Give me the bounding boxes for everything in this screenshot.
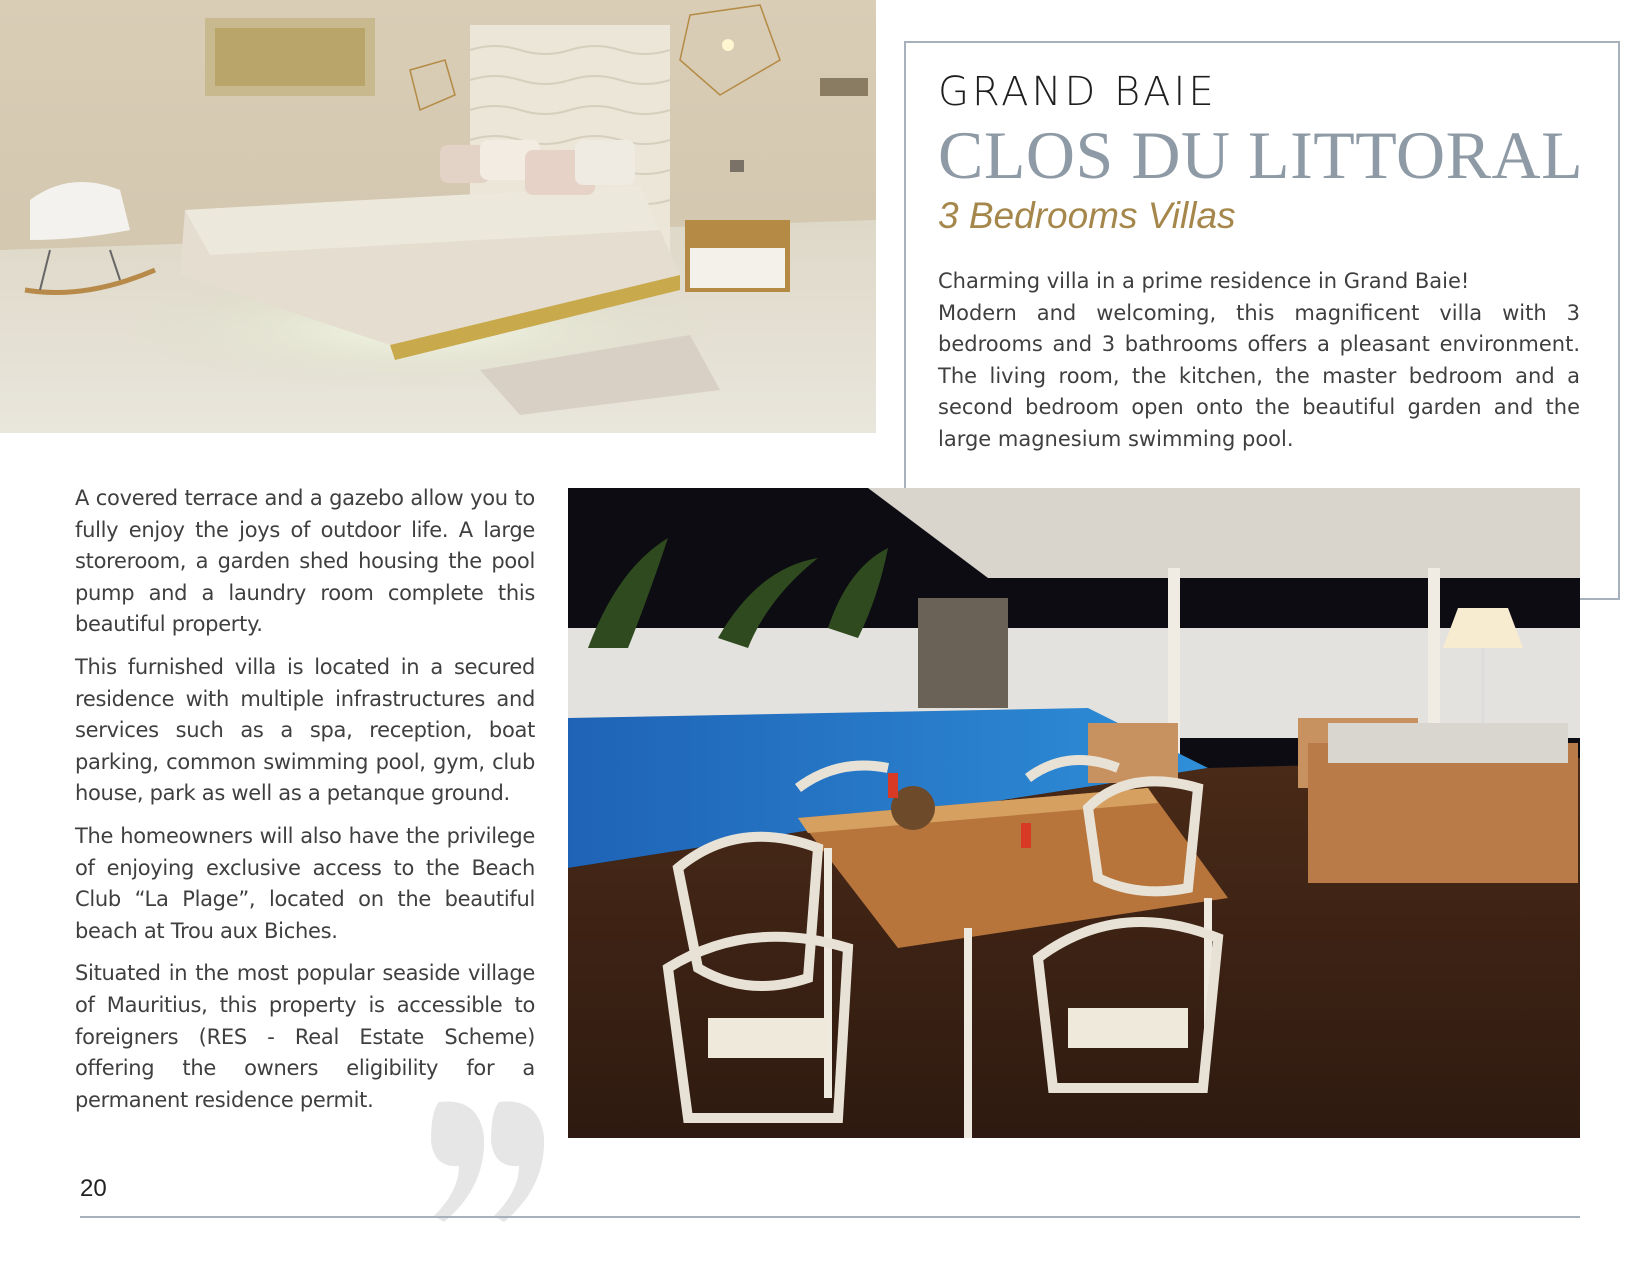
bedroom-photo (0, 0, 876, 433)
location-heading: GRAND BAIE (938, 69, 1217, 115)
footer-divider (80, 1216, 1580, 1218)
intro-paragraph: Charming villa in a prime residence in Grand Baie! (938, 269, 1470, 293)
property-subtitle: 3 Bedrooms Villas (938, 195, 1236, 236)
closing-quote-icon (424, 1092, 554, 1232)
body-paragraph: The homeowners will also have the privilege of enjoying exclusive access to the Beach Club “La Plage”, located on the beautiful beach at Trou aux Biches. (75, 823, 535, 943)
body-paragraph: A covered terrace and a gazebo allow you to fully enjoy the joys of outdoor life. A large storeroom, a garden shed housing the pool pump and a laundry room complete this beautiful property. (75, 486, 535, 637)
body-paragraph: Situated in the most popular seaside village of Mauritius, this property is accessible to foreigners (RES - Real Estate Scheme) offering the owners eligibility for a permanent residence permit. (75, 961, 535, 1112)
property-name: CLOS DU LITTORAL (938, 117, 1584, 193)
intro-paragraph: Modern and welcoming, this magnificent villa with 3 bedrooms and 3 bathrooms offers a pleasant environment. The living room, the kitchen, the master bedroom and a second bedroom open onto the beautiful garden and the large magnesium swimming pool. (938, 300, 1580, 451)
title-block (938, 68, 1584, 238)
page-number: 20 (80, 1175, 107, 1202)
intro-text (938, 266, 1580, 456)
body-paragraph: This furnished villa is located in a secured residence with multiple infrastructures and services such as a spa, reception, boat parking, common swimming pool, gym, club house, park as well as a petanque ground. (75, 654, 535, 806)
terrace-photo (568, 488, 1580, 1138)
body-text (75, 483, 535, 1127)
